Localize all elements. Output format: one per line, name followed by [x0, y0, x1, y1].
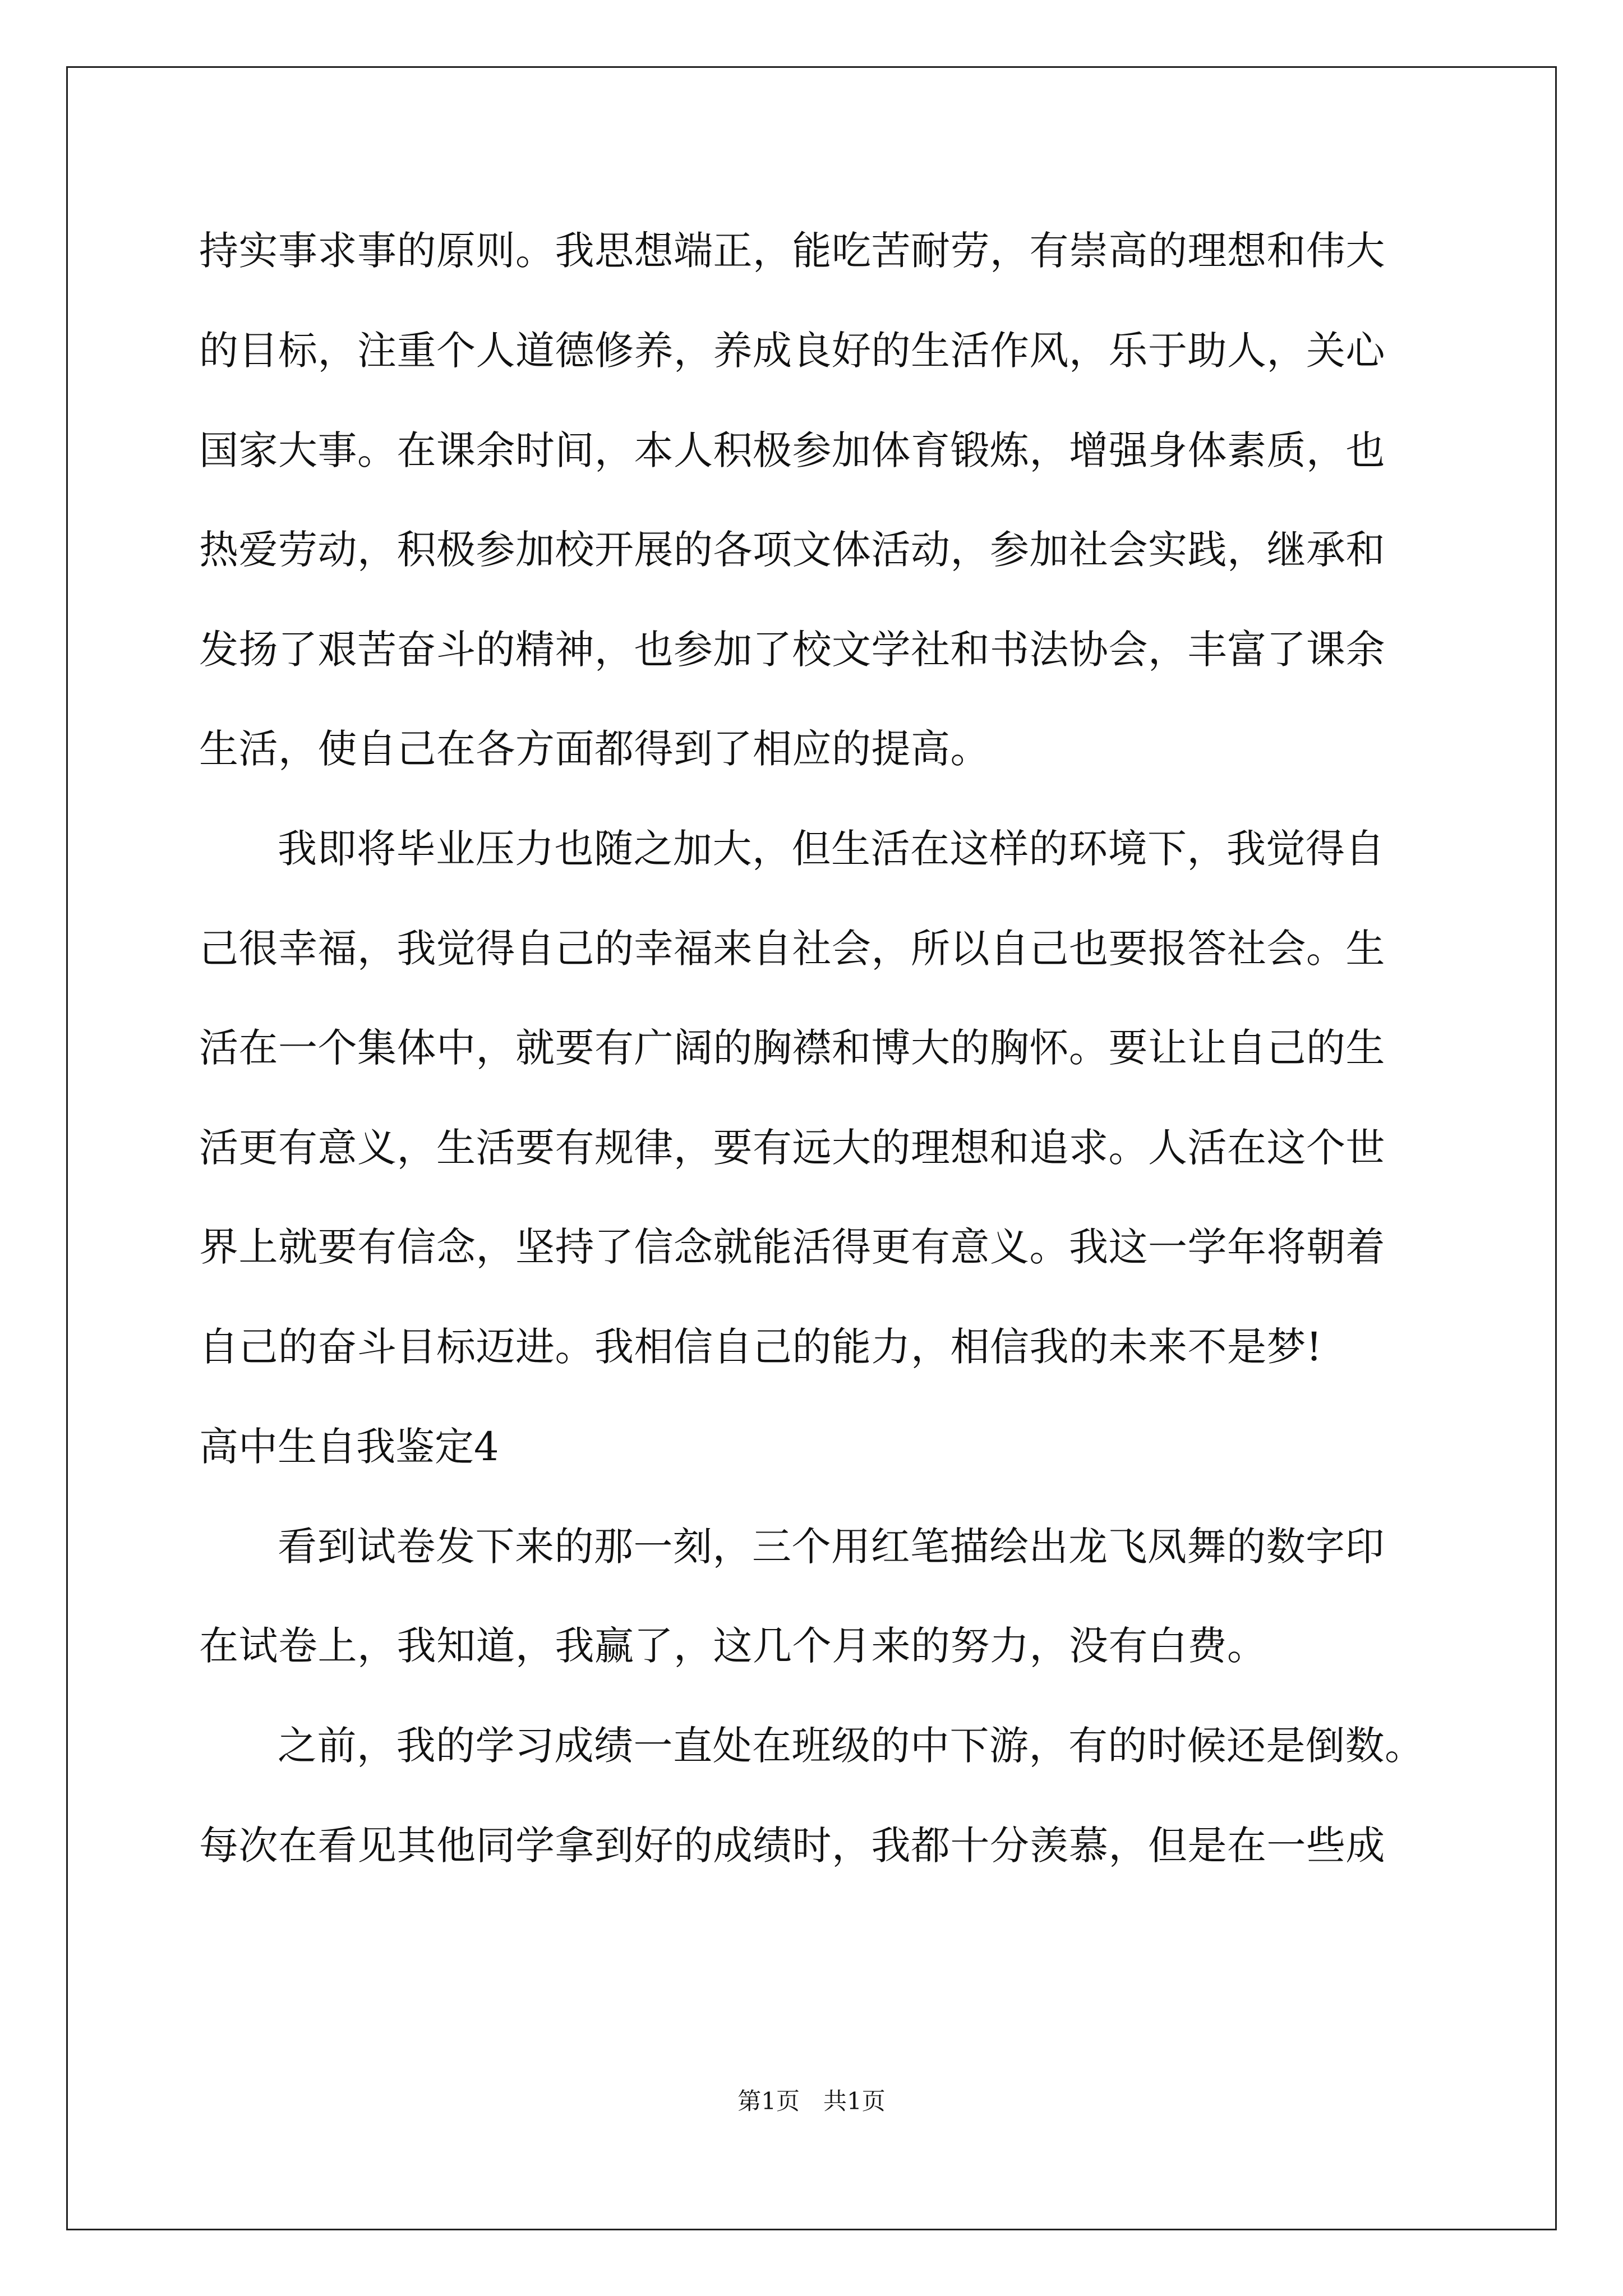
paragraph-3-line-2: 在试卷上，我知道，我赢了，这几个月来的努力，没有白费。: [199, 1623, 1267, 1669]
paragraph-2-line-2: 己很幸福，我觉得自己的幸福来自社会，所以自己也要报答社会。生: [199, 926, 1385, 972]
paragraph-1-line-1: 持实事求事的原则。我思想端正，能吃苦耐劳，有崇高的理想和伟大: [199, 228, 1385, 274]
paragraph-1-line-2: 的目标，注重个人道德修养，养成良好的生活作风，乐于助人，关心: [199, 328, 1385, 374]
page-footer: 第1页 共1页: [737, 2087, 886, 2115]
paragraph-4-line-1: 之前，我的学习成绩一直处在班级的中下游，有的时候还是倒数。: [278, 1723, 1424, 1769]
paragraph-3-line-1: 看到试卷发下来的那一刻，三个用红笔描绘出龙飞凤舞的数字印: [278, 1524, 1385, 1570]
paragraph-2-line-4: 活更有意义，生活要有规律，要有远大的理想和追求。人活在这个世: [199, 1125, 1385, 1171]
paragraph-4-line-2: 每次在看见其他同学拿到好的成绩时，我都十分羡慕，但是在一些成: [199, 1823, 1385, 1869]
paragraph-1-line-5: 发扬了艰苦奋斗的精神，也参加了校文学社和书法协会，丰富了课余: [199, 627, 1385, 673]
paragraph-1-line-3: 国家大事。在课余时间，本人积极参加体育锻炼，增强身体素质，也: [199, 427, 1385, 473]
paragraph-2-line-6: 自己的奋斗目标迈进。我相信自己的能力，相信我的未来不是梦!: [199, 1324, 1322, 1370]
section-heading: 高中生自我鉴定4: [199, 1424, 499, 1470]
paragraph-2-line-1: 我即将毕业压力也随之加大，但生活在这样的环境下，我觉得自: [278, 826, 1385, 872]
paragraph-1-line-4: 热爱劳动，积极参加校开展的各项文体活动，参加社会实践，继承和: [199, 527, 1385, 573]
paragraph-1-line-6: 生活，使自己在各方面都得到了相应的提高。: [199, 726, 990, 772]
paragraph-2-line-5: 界上就要有信念，坚持了信念就能活得更有意义。我这一学年将朝着: [199, 1224, 1385, 1270]
paragraph-2-line-3: 活在一个集体中，就要有广阔的胸襟和博大的胸怀。要让让自己的生: [199, 1025, 1385, 1071]
